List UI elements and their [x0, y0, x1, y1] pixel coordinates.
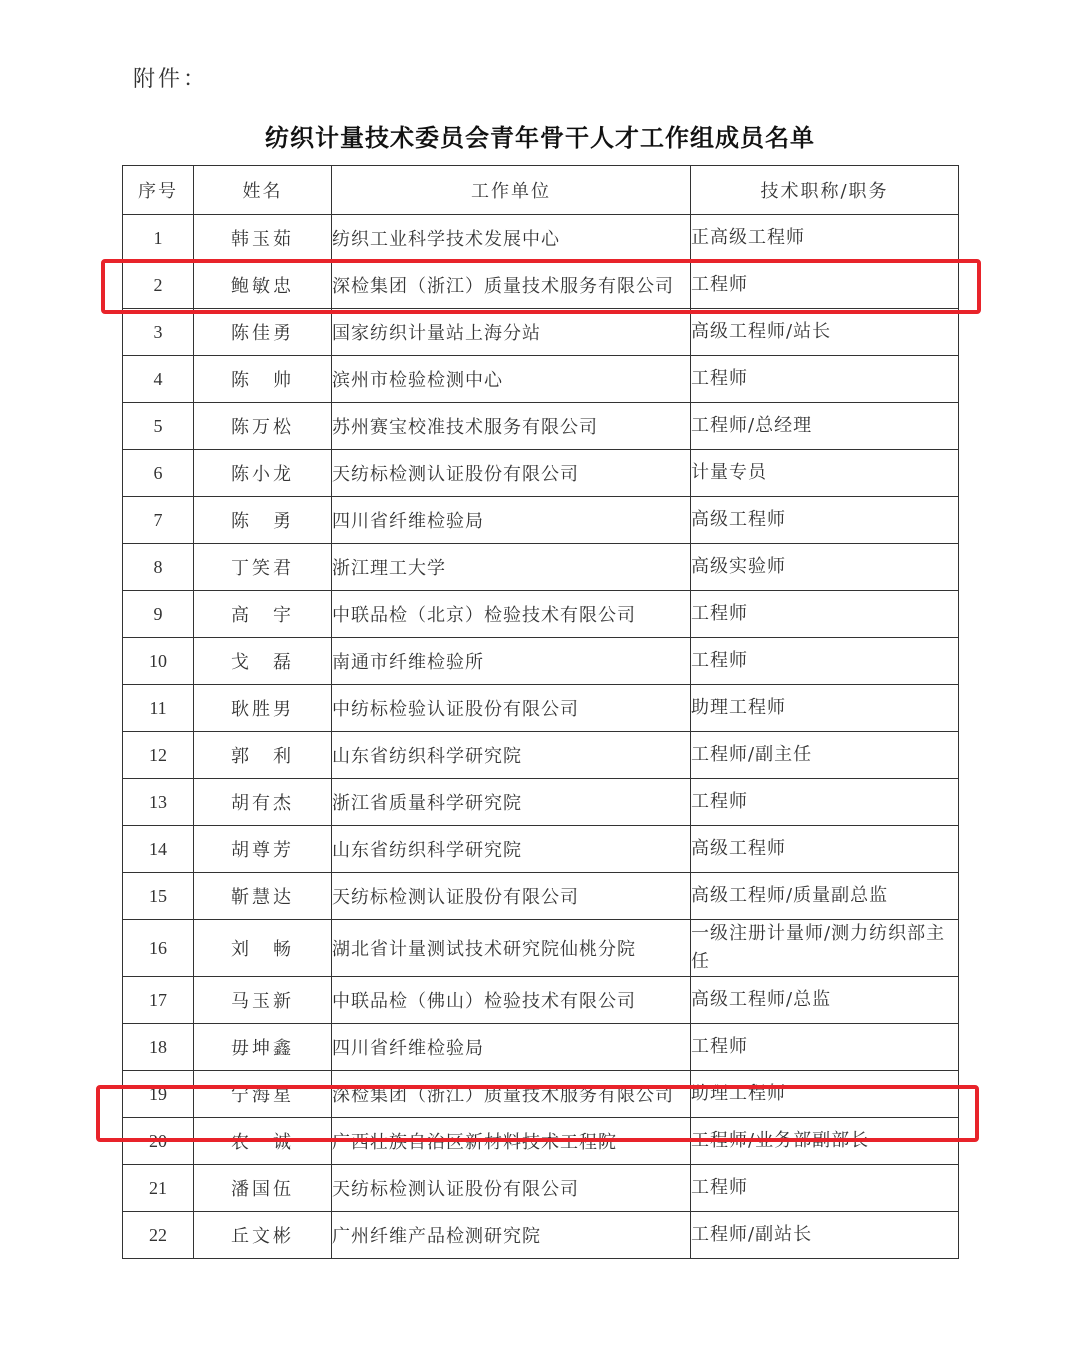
cell-serial-number: 1: [123, 215, 194, 262]
table-row: [123, 262, 959, 309]
cell-technical-title: 高级实验师: [691, 544, 959, 591]
cell-serial-number: 13: [123, 779, 194, 826]
cell-work-unit: 山东省纺织科学研究院: [332, 732, 691, 779]
table-row: [123, 638, 959, 685]
cell-technical-title: 工程师: [691, 356, 959, 403]
cell-work-unit: 天纺标检测认证股份有限公司: [332, 1165, 691, 1212]
cell-technical-title: 工程师: [691, 779, 959, 826]
cell-work-unit: 深检集团（浙江）质量技术服务有限公司: [332, 262, 691, 309]
cell-work-unit: 纺织工业科学技术发展中心: [332, 215, 691, 262]
table-row: [123, 1071, 959, 1118]
cell-work-unit: 中联品检（佛山）检验技术有限公司: [332, 977, 691, 1024]
table-row: [123, 873, 959, 920]
cell-technical-title: 工程师/总经理: [691, 403, 959, 450]
cell-work-unit: 四川省纤维检验局: [332, 497, 691, 544]
cell-name: 陈万松: [194, 403, 332, 450]
cell-work-unit: 南通市纤维检验所: [332, 638, 691, 685]
table-row: [123, 1024, 959, 1071]
cell-technical-title: 工程师: [691, 1165, 959, 1212]
table-row: [123, 826, 959, 873]
cell-name: 陈佳勇: [194, 309, 332, 356]
cell-name: 潘国伍: [194, 1165, 332, 1212]
cell-technical-title: 工程师: [691, 638, 959, 685]
cell-name: 郭 利: [194, 732, 332, 779]
table-row: [123, 497, 959, 544]
cell-work-unit: 浙江省质量科学研究院: [332, 779, 691, 826]
cell-technical-title: 高级工程师: [691, 497, 959, 544]
cell-name: 鲍敏忠: [194, 262, 332, 309]
member-roster-table: [122, 165, 959, 1259]
cell-technical-title: 助理工程师: [691, 1071, 959, 1118]
cell-serial-number: 11: [123, 685, 194, 732]
table-row: [123, 544, 959, 591]
cell-serial-number: 20: [123, 1118, 194, 1165]
header-name: 姓名: [194, 166, 332, 215]
cell-technical-title: 工程师: [691, 1024, 959, 1071]
cell-technical-title: 计量专员: [691, 450, 959, 497]
cell-serial-number: 5: [123, 403, 194, 450]
cell-name: 耿胜男: [194, 685, 332, 732]
table-row: [123, 1165, 959, 1212]
table-body: [123, 215, 959, 1259]
cell-name: 陈 勇: [194, 497, 332, 544]
cell-technical-title: 高级工程师/总监: [691, 977, 959, 1024]
table-header-row: [123, 166, 959, 215]
cell-serial-number: 22: [123, 1212, 194, 1259]
cell-name: 胡有杰: [194, 779, 332, 826]
cell-technical-title: 高级工程师: [691, 826, 959, 873]
cell-serial-number: 3: [123, 309, 194, 356]
cell-serial-number: 6: [123, 450, 194, 497]
table-row: [123, 685, 959, 732]
cell-name: 靳慧达: [194, 873, 332, 920]
cell-name: 丁笑君: [194, 544, 332, 591]
cell-work-unit: 滨州市检验检测中心: [332, 356, 691, 403]
annex-label: 附件：: [133, 67, 209, 92]
cell-serial-number: 12: [123, 732, 194, 779]
table-row: [123, 732, 959, 779]
cell-name: 高 宇: [194, 591, 332, 638]
cell-work-unit: 中纺标检验认证股份有限公司: [332, 685, 691, 732]
table-row: [123, 356, 959, 403]
cell-work-unit: 国家纺织计量站上海分站: [332, 309, 691, 356]
cell-work-unit: 苏州赛宝校准技术服务有限公司: [332, 403, 691, 450]
cell-technical-title: 工程师: [691, 591, 959, 638]
document-title: 纺织计量技术委员会青年骨干人才工作组成员名单: [265, 124, 815, 152]
table-row: [123, 977, 959, 1024]
table-row: [123, 591, 959, 638]
cell-serial-number: 21: [123, 1165, 194, 1212]
table-row: [123, 920, 959, 977]
cell-serial-number: 18: [123, 1024, 194, 1071]
cell-serial-number: 19: [123, 1071, 194, 1118]
cell-serial-number: 14: [123, 826, 194, 873]
cell-serial-number: 15: [123, 873, 194, 920]
cell-serial-number: 2: [123, 262, 194, 309]
table-row: [123, 1212, 959, 1259]
table-row: [123, 779, 959, 826]
cell-technical-title: 工程师/副主任: [691, 732, 959, 779]
cell-work-unit: 天纺标检测认证股份有限公司: [332, 873, 691, 920]
cell-work-unit: 广州纤维产品检测研究院: [332, 1212, 691, 1259]
cell-work-unit: 山东省纺织科学研究院: [332, 826, 691, 873]
cell-name: 胡尊芳: [194, 826, 332, 873]
table-row: [123, 215, 959, 262]
table-row: [123, 450, 959, 497]
cell-technical-title: 工程师/副站长: [691, 1212, 959, 1259]
cell-work-unit: 浙江理工大学: [332, 544, 691, 591]
cell-technical-title: 正高级工程师: [691, 215, 959, 262]
cell-name: 农 诚: [194, 1118, 332, 1165]
cell-technical-title: 高级工程师/质量副总监: [691, 873, 959, 920]
cell-name: 马玉新: [194, 977, 332, 1024]
cell-work-unit: 广西壮族自治区新材料技术工程院: [332, 1118, 691, 1165]
cell-work-unit: 中联品检（北京）检验技术有限公司: [332, 591, 691, 638]
cell-work-unit: 四川省纤维检验局: [332, 1024, 691, 1071]
cell-name: 陈小龙: [194, 450, 332, 497]
cell-technical-title: 工程师/业务部副部长: [691, 1118, 959, 1165]
cell-serial-number: 10: [123, 638, 194, 685]
cell-name: 毋坤鑫: [194, 1024, 332, 1071]
table-row: [123, 309, 959, 356]
cell-serial-number: 9: [123, 591, 194, 638]
cell-serial-number: 8: [123, 544, 194, 591]
cell-name: 戈 磊: [194, 638, 332, 685]
cell-work-unit: 湖北省计量测试技术研究院仙桃分院: [332, 920, 691, 977]
cell-name: 丘文彬: [194, 1212, 332, 1259]
cell-technical-title: 一级注册计量师/测力纺织部主任: [691, 920, 959, 977]
cell-serial-number: 17: [123, 977, 194, 1024]
cell-work-unit: 深检集团（浙江）质量技术服务有限公司: [332, 1071, 691, 1118]
cell-technical-title: 工程师: [691, 262, 959, 309]
cell-work-unit: 天纺标检测认证股份有限公司: [332, 450, 691, 497]
cell-name: 刘 畅: [194, 920, 332, 977]
cell-technical-title: 助理工程师: [691, 685, 959, 732]
header-technical-title: 技术职称/职务: [691, 166, 959, 215]
cell-serial-number: 4: [123, 356, 194, 403]
header-work-unit: 工作单位: [332, 166, 691, 215]
cell-technical-title: 高级工程师/站长: [691, 309, 959, 356]
cell-serial-number: 7: [123, 497, 194, 544]
header-serial-number: 序号: [123, 166, 194, 215]
cell-name: 陈 帅: [194, 356, 332, 403]
table-row: [123, 403, 959, 450]
cell-name: 韩玉茹: [194, 215, 332, 262]
cell-name: 宁海星: [194, 1071, 332, 1118]
cell-serial-number: 16: [123, 920, 194, 977]
table-row: [123, 1118, 959, 1165]
